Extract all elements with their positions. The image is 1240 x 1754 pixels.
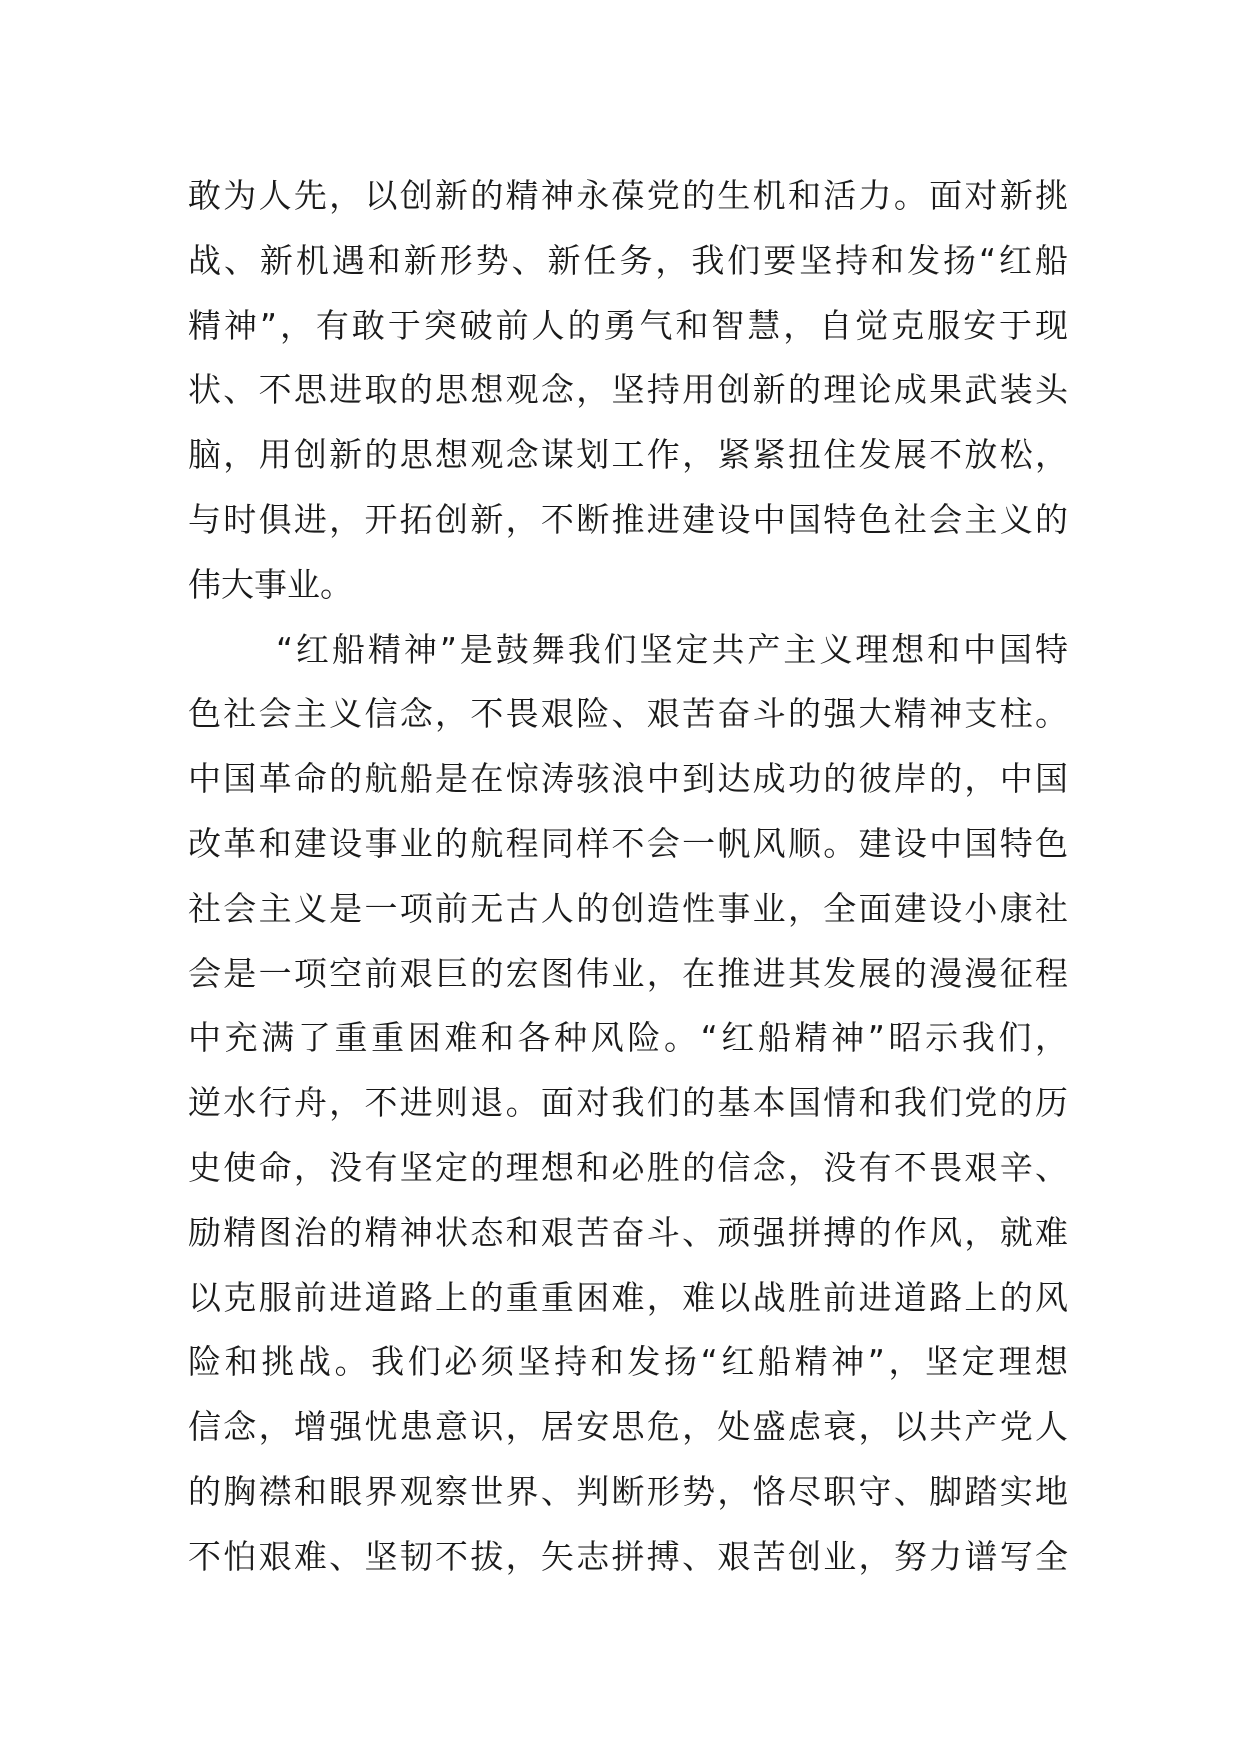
text-line: 色社会主义信念，不畏艰险、艰苦奋斗的强大精神支柱。 <box>188 694 1068 734</box>
text-line: 险和挑战。我们必须坚持和发扬“红船精神”，坚定理想 <box>188 1342 1068 1382</box>
text-line: 会是一项空前艰巨的宏图伟业，在推进其发展的漫漫征程 <box>188 953 1068 993</box>
text-line: 改革和建设事业的航程同样不会一帆风顺。建设中国特色 <box>188 823 1068 863</box>
text-line: 脑，用创新的思想观念谋划工作，紧紧扭住发展不放松， <box>188 435 1068 475</box>
text-line: 信念，增强忧患意识，居安思危，处盛虑衰，以共产党人 <box>188 1407 1068 1447</box>
text-line: 史使命，没有坚定的理想和必胜的信念，没有不畏艰辛、 <box>188 1147 1068 1187</box>
text-line: 精神”，有敢于突破前人的勇气和智慧，自觉克服安于现 <box>188 305 1068 345</box>
text-line: 中国革命的航船是在惊涛骇浪中到达成功的彼岸的，中国 <box>188 759 1068 799</box>
text-line: 逆水行舟，不进则退。面对我们的基本国情和我们党的历 <box>188 1083 1068 1123</box>
text-line: 战、新机遇和新形势、新任务，我们要坚持和发扬“红船 <box>188 240 1068 280</box>
text-line: 不怕艰难、坚韧不拔，矢志拼搏、艰苦创业，努力谱写全 <box>188 1536 1068 1576</box>
paragraph-first-line: “红船精神”是鼓舞我们坚定共产主义理想和中国特 <box>276 629 1068 669</box>
text-line: 状、不思进取的思想观念，坚持用创新的理论成果武装头 <box>188 370 1068 410</box>
text-line: 社会主义是一项前无古人的创造性事业，全面建设小康社 <box>188 888 1068 928</box>
text-line: 励精图治的精神状态和艰苦奋斗、顽强拼搏的作风，就难 <box>188 1212 1068 1252</box>
text-line: 敢为人先，以创新的精神永葆党的生机和活力。面对新挑 <box>188 176 1068 215</box>
text-line: 中充满了重重困难和各种风险。“红船精神”昭示我们， <box>188 1018 1068 1058</box>
text-line: 与时俱进，开拓创新，不断推进建设中国特色社会主义的 <box>188 499 1068 539</box>
text-line: 伟大事业。 <box>188 564 353 604</box>
text-line: 的胸襟和眼界观察世界、判断形势，恪尽职守、脚踏实地 <box>188 1471 1068 1511</box>
text-line: 以克服前进道路上的重重困难，难以战胜前进道路上的风 <box>188 1277 1068 1317</box>
body-text <box>188 164 1068 1590</box>
